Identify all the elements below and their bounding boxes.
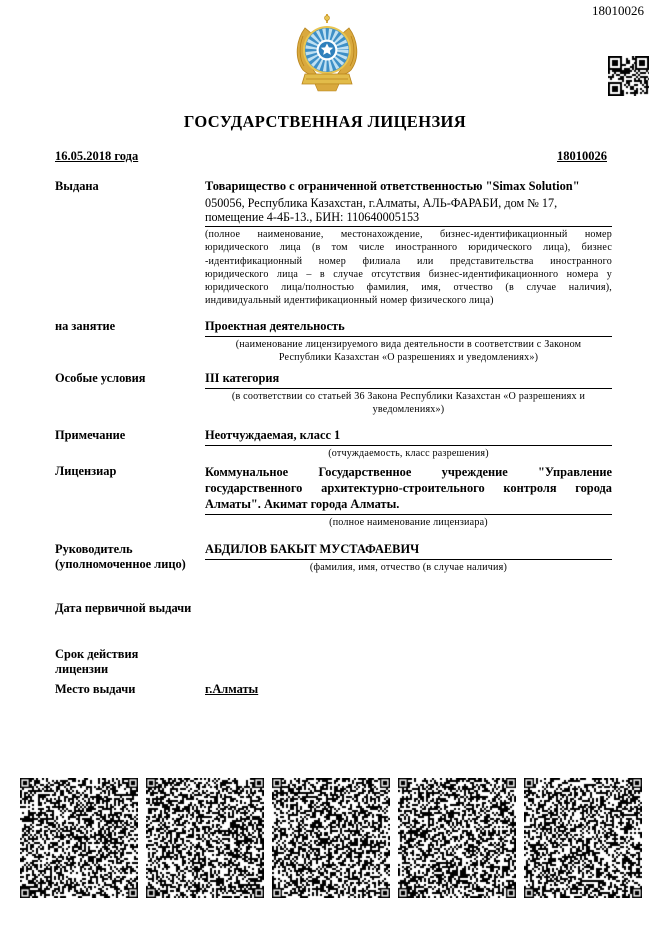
field-issue-place — [55, 682, 612, 697]
field-issued-to — [55, 179, 612, 307]
special-conditions-value: III категория — [205, 371, 612, 389]
field-head — [55, 542, 612, 574]
field-first-issue-date — [55, 601, 612, 616]
field-label: Руководитель (уполномоченное лицо) — [55, 542, 186, 571]
barcode-block-icon — [20, 778, 138, 898]
field-label: Примечание — [55, 428, 126, 442]
first-issue-date-value — [462, 601, 612, 616]
issued-to-value: Товарищество с ограниченной ответственностью "Simax Solution" — [205, 179, 580, 193]
barcode-strip — [20, 778, 642, 898]
licensor-value: Коммунальное Государственное учреждение "Управление государственного архитектурно-строительного контроля города Алматы". Акимат города Алматы. — [205, 464, 612, 515]
remark-note: (отчуждаемость, класс разрешения) — [328, 448, 489, 459]
page-title: ГОСУДАРСТВЕННАЯ ЛИЦЕНЗИЯ — [183, 112, 467, 131]
qr-code-icon — [608, 56, 649, 96]
field-label: Выдана — [55, 179, 99, 193]
barcode-block-icon — [146, 778, 264, 898]
field-validity-period — [55, 647, 612, 676]
date-number-row — [55, 149, 607, 164]
field-remark — [55, 428, 612, 460]
field-special-conditions — [55, 371, 612, 416]
license-number: 18010026 — [557, 149, 607, 163]
field-label: на занятие — [55, 319, 116, 333]
activity-value: Проектная деятельность — [205, 319, 612, 337]
head-value: АБДИЛОВ БАКЫТ МУСТАФАЕВИЧ — [205, 542, 612, 560]
kazakhstan-emblem-icon — [292, 12, 362, 94]
barcode-block-icon — [272, 778, 390, 898]
barcode-block-icon — [398, 778, 516, 898]
field-label: Дата первичной выдачи — [55, 601, 192, 615]
document-number-top: 18010026 — [592, 3, 644, 18]
issued-to-address: 050056, Республика Казахстан, г.Алматы, АЛЬ-ФАРАБИ, дом № 17, помещение 4-4Б-13., БИН: 110640005153 — [205, 196, 558, 224]
barcode-block-icon — [524, 778, 642, 898]
field-label: Особые условия — [55, 371, 146, 385]
issue-date: 16.05.2018 года — [55, 149, 139, 163]
licensor-note: (полное наименование лицензиара) — [329, 517, 488, 528]
field-licensor — [55, 464, 612, 529]
field-label: Срок действия лицензии — [55, 647, 139, 676]
field-label: Лицензиар — [55, 464, 117, 478]
remark-value: Неотчуждаемая, класс 1 — [205, 428, 612, 446]
validity-period-value — [205, 647, 612, 676]
activity-note: (наименование лицензируемого вида деятельности в соответствии с Законом Республики Казахстан «О разрешениях и уведомлениях») — [235, 339, 582, 364]
head-note: (фамилия, имя, отчество (в случае наличия) — [309, 562, 508, 573]
special-conditions-note: (в соответствии со статьей 36 Закона Республики Казахстан «О разрешениях и уведомлениях») — [231, 391, 586, 416]
field-label: Место выдачи — [55, 682, 136, 696]
issued-to-note: (полное наименование, местонахождение, бизнес-идентификационный номер юридического лица (в том числе иностранного юридического лица), бизнес -идентификационный номер филиала или представительства иностранного юридического лица – в случае отсутствия бизнес-идентификационного номера у юридического лица/полностью фамилия, имя, отчество (в случае наличия), индивидуальный идентификационный номер физического лица) — [205, 229, 612, 306]
field-activity — [55, 319, 612, 364]
issue-place-value: г.Алматы — [205, 682, 259, 696]
